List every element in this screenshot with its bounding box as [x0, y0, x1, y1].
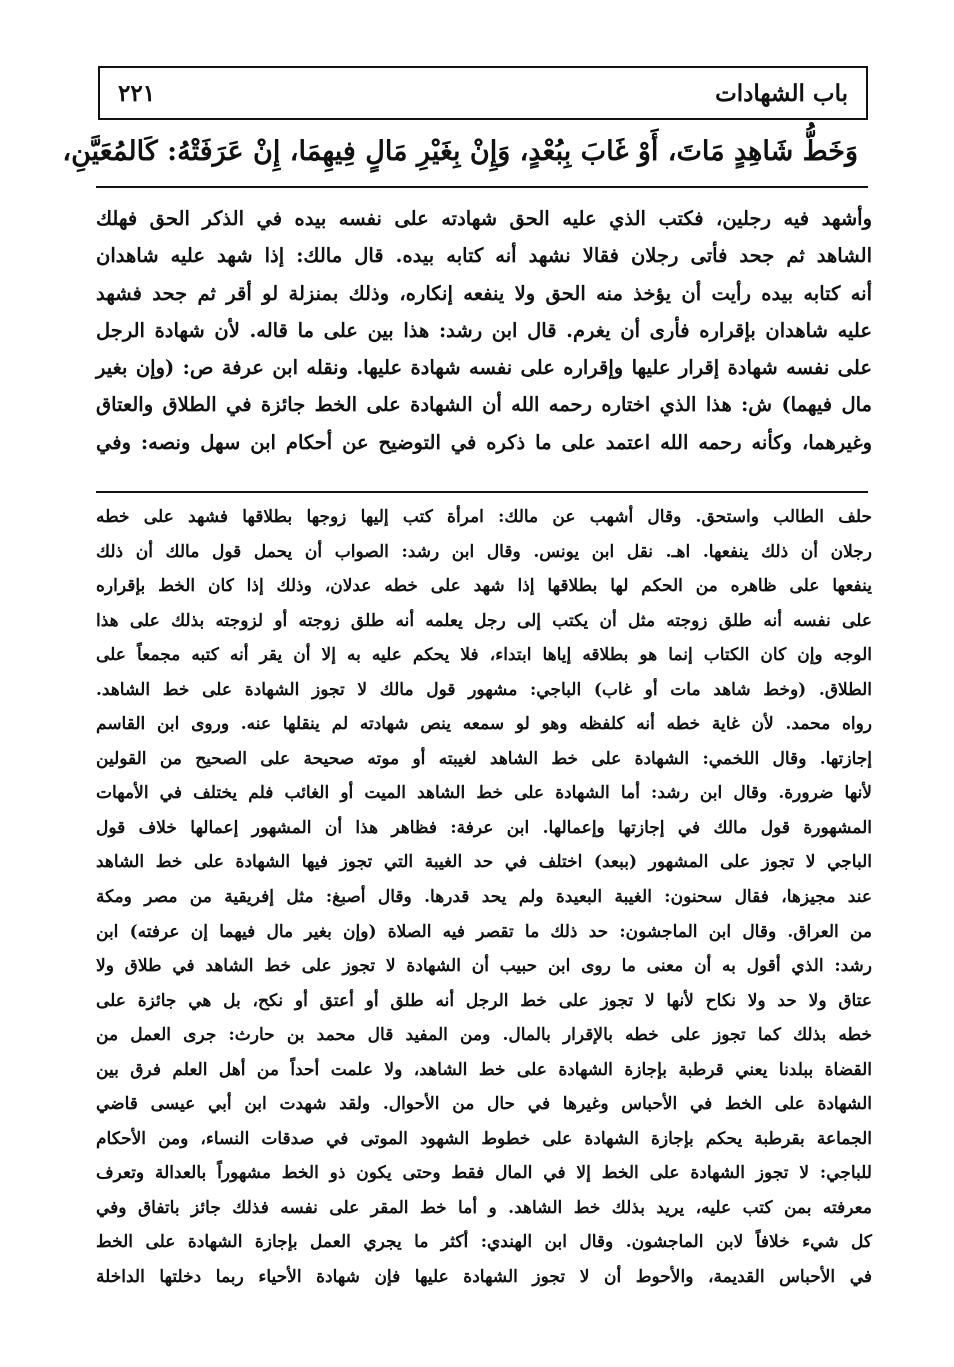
matn-text: وَخَطُّ شَاهِدٍ مَاتَ، أَوْ غَابَ بِبُعْدٍ، وَإِنْ بِغَيْرِ مَالٍ فِيهِمَا، إِنْ عَرَفَتْهُ: كَالمُعَيَّنِ،: [62, 136, 858, 167]
commentary-line: عليه شاهدان بإقراره فأرى أن يغرم. قال ابن رشد: هذا بين على ما قاله. لأن شهادة الرجل: [96, 318, 872, 342]
commentary-line: الباجي لا تجوز على المشهور (ببعد) اختلف في حد الغيبة التي تجوز فيها الشهادة على خط الشاهد: [96, 852, 872, 873]
divider-commentary: [96, 491, 868, 493]
commentary-line: إجازتها. وقال اللخمي: الشهادة على خط الشاهد لغيبته أو موته صحيحة على الصحيح من القولين: [96, 748, 872, 769]
lower-commentary: [96, 500, 872, 1295]
commentary-line: أنه كتابه بيده رأيت أن يؤخذ منه الحق ولا ينفعه إنكاره، وذلك بمنزلة لو أقر ثم جحد فشهد: [96, 281, 872, 305]
commentary-line: الشاهد ثم جحد فأتى رجلان فقالا نشهد أنه كتابه بيده. قال مالك: إذا شهد عليه شاهدان: [96, 244, 872, 268]
commentary-line: خطه بذلك كما تجوز على خطه بالإقرار بالمال. ومن المفيد قال محمد بن حارث: جرى العمل من: [96, 1025, 872, 1046]
commentary-line: مال فيهما) ش: هذا الذي اختاره رحمه الله أن الشهادة على الخط جائزة في الطلاق والعتاق: [96, 393, 872, 417]
commentary-line: وأشهد فيه رجلين، فكتب الذي عليه الحق شهادته على نفسه بيده في الذكر الحق فهلك: [96, 207, 872, 230]
commentary-line: من العراق. وقال ابن الماجشون: حد ذلك ما تقصر فيه الصلاة (وإن بغير مال فيهما إن عرفته) ابن: [96, 921, 872, 942]
commentary-line: ينفعها على ظاهره من الحكم لها بطلاقها إذا شهد على خطه عدلان، وذلك إذا كان الخط بإقراره: [96, 576, 872, 597]
commentary-line: معرفته بمن كتب عليه، يريد بذلك خط الشاهد. و أما خط المقر على نفسه فذلك جائز باتفاق وفي: [96, 1197, 872, 1218]
commentary-line: الوجه وإن كان الكتاب إنما هو بطلاقه إياها ابتداء، فلا يحكم عليه به إلا أن يقر أنه كتبه مجمعاً على: [96, 645, 872, 666]
commentary-line: على نفسه شهادة إقرار عليها وإقراره على نفسه شهادة عليها. ونقله ابن عرفة ص: (وإن بغير: [96, 356, 872, 380]
commentary-line: وغيرهما، وكأنه رحمه الله اعتمد على ما ذكره في التوضيح عن أحكام ابن سهل ونصه: وفي: [96, 430, 872, 454]
commentary-line: رواه محمد. لأن غاية خطه أنه كلفظه وهو لو سمعه ينص شهادته لم ينقلها عنه. وروى ابن القاسم: [96, 714, 872, 735]
page-header: [98, 66, 868, 120]
commentary-line: الشهادة على الخط في الأحباس وغيرها في حال من الأحوال. ولقد شهدت ابن أبي عيسى قاضي: [96, 1094, 872, 1115]
commentary-line: على نفسه أنه طلق زوجته مثل أن يكتب إلى رجل يعلمه أنه طلق زوجته أو لزوجته بذلك على هذا: [96, 610, 872, 631]
commentary-line: عند مجيزها، فقال سحنون: الغيبة البعيدة ولم يحد قدرها. وقال أصبغ: مثل إفريقية من مصر ومكة: [96, 887, 872, 908]
upper-commentary: [96, 200, 872, 461]
commentary-line: في الأحباس القديمة، والأحوط أن لا تجوز الشهادة عليها فإن شهادة الأحياء ربما دخلتها الداخلة: [96, 1267, 872, 1288]
commentary-line: رجلان أن ذلك ينفعها. اهـ. نقل ابن يونس. وقال ابن رشد: الصواب أن يحمل قول مالك أن ذلك: [96, 541, 872, 562]
commentary-line: كل شيء خلافاً لابن الماجشون. وقال ابن الهندي: أكثر ما يجري العمل بإجازة الشهادة على الخط: [96, 1232, 872, 1253]
commentary-line: القضاة ببلدنا يعني قرطبة بإجازة الشهادة على خط الشاهد، ولا علمت أحداً من أهل العلم فرق بين: [96, 1059, 872, 1080]
commentary-line: عتاق ولا حد ولا نكاح لأنها لا تجوز على خط الرجل أنه طلق أو أعتق أو نكح، بل هي جائزة على: [96, 990, 872, 1011]
commentary-line: لأنها ضرورة. وقال ابن رشد: أما الشهادة على خط الشاهد الميت أو الغائب فلم يختلف في الأمهات: [96, 783, 872, 804]
commentary-line: رشد: الذي أقول به أن معنى ما روى ابن حبيب أن الشهادة لا تجوز على خط الشاهد في طلاق ولا: [96, 956, 872, 977]
commentary-line: الطلاق. (وخط شاهد مات أو غاب) الباجي: مشهور قول مالك لا تجوز الشهادة على خط الشاهد.: [96, 679, 872, 700]
page-number: ٢٢١: [118, 80, 156, 107]
commentary-line: للباجي: لا تجوز الشهادة على الخط إلا في المال فقط وحتى يكون ذو الخط مشهوراً بالعدالة وتعرف: [96, 1163, 872, 1184]
commentary-line: حلف الطالب واستحق. وقال أشهب عن مالك: امرأة كتب إليها زوجها بطلاقها فشهد على خطه: [96, 507, 872, 527]
divider-matn: [96, 186, 868, 188]
chapter-title: باب الشهادات: [715, 80, 848, 107]
commentary-line: الجماعة بقرطبة يحكم بإجازة الشهادة على خطوط الشهود الموتى في صدقات النساء، ومن الأحكام: [96, 1128, 872, 1149]
commentary-line: المشهورة قول مالك في إجازتها وإعمالها. ابن عرفة: فظاهر هذا أن المشهور إعمالها خلاف قول: [96, 817, 872, 838]
